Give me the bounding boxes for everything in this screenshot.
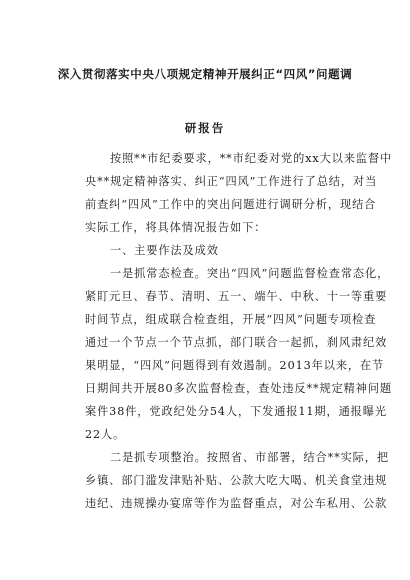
paragraph-line: 央**规定精神落实、纠正“四风”工作进行了总结，对当	[85, 175, 378, 188]
section-heading: 一、主要作法及成效	[110, 244, 219, 257]
paragraph-line: 紧盯元旦、春节、清明、五一、端午、中秋、十一等重要	[85, 290, 388, 303]
paragraph-line: 前查纠“四风”工作中的突出问题进行调研分析，现结合	[85, 198, 377, 211]
paragraph-line: 22人。	[85, 428, 126, 441]
document-title-line-2: 研报告	[184, 121, 226, 135]
paragraph-line: 违纪、违规操办宴席等作为监督重点，对公车私用、公款	[85, 497, 388, 510]
paragraph-line: 时间节点，组成联合检查组，开展“四风”问题专项检查	[85, 313, 377, 326]
paragraph-line: 通过一个节点一个节点抓，部门联合一起抓，刹风肃纪效	[85, 336, 388, 349]
paragraph-line: 案件38件，党政纪处分54人，下发通报11期，通报曝光	[85, 405, 387, 418]
paragraph-line: 二是抓专项整治。按照省、市部署，结合**实际，把	[110, 451, 389, 464]
paragraph-line: 乡镇、部门滥发津贴补贴、公款大吃大喝、机关食堂违规	[85, 474, 388, 487]
paragraph-line: 一是抓常态检查。突出“四风”问题监督检查常态化，	[110, 267, 390, 280]
paragraph-line: 实际工作，将具体情况报告如下：	[85, 221, 267, 234]
paragraph-line: 果明显，“四风”问题得到有效遏制。2013年以来，在节	[85, 359, 385, 372]
document-title-line-1: 深入贯彻落实中央八项规定精神开展纠正“四风”问题调	[57, 67, 353, 81]
paragraph-line: 按照**市纪委要求，**市纪委对党的xx大以来监督中	[110, 152, 393, 165]
paragraph-line: 日期间共开展80多次监督检查，查处违反**规定精神问题	[85, 382, 393, 395]
